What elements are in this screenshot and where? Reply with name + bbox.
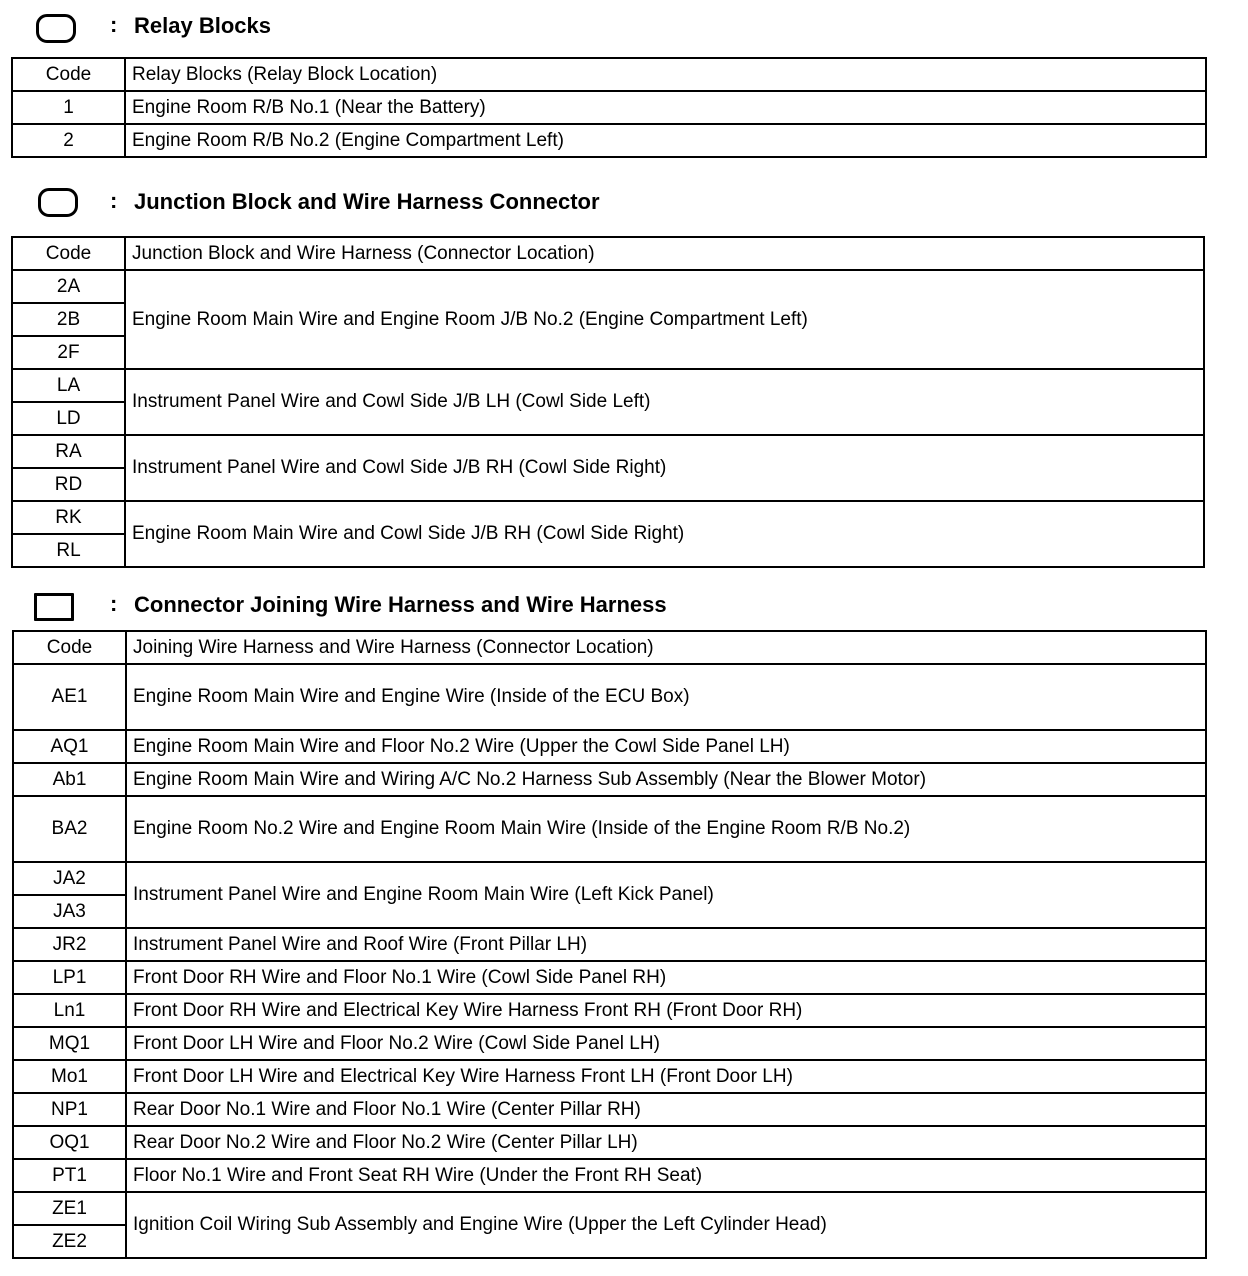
description-cell: Engine Room No.2 Wire and Engine Room Main Wire (Inside of the Engine Room R/B No.2) <box>126 796 1206 862</box>
code-cell: JA3 <box>13 895 126 928</box>
table-row <box>12 501 1204 534</box>
description-column-header: Relay Blocks (Relay Block Location) <box>125 58 1206 91</box>
description-cell: Engine Room Main Wire and Cowl Side J/B RH (Cowl Side Right) <box>125 501 1204 567</box>
description-cell: Instrument Panel Wire and Engine Room Main Wire (Left Kick Panel) <box>126 862 1206 928</box>
relay-blocks-table <box>11 57 1207 158</box>
table-row <box>12 435 1204 468</box>
code-cell: MQ1 <box>13 1027 126 1060</box>
code-cell: 2F <box>12 336 125 369</box>
relay-blocks-title: Relay Blocks <box>134 13 271 38</box>
table-row <box>13 763 1206 796</box>
description-cell: Front Door LH Wire and Electrical Key Wire Harness Front LH (Front Door LH) <box>126 1060 1206 1093</box>
table-row <box>13 862 1206 895</box>
code-cell: LD <box>12 402 125 435</box>
description-cell: Engine Room Main Wire and Wiring A/C No.2 Harness Sub Assembly (Near the Blower Motor) <box>126 763 1206 796</box>
table-row <box>12 270 1204 303</box>
code-cell: 2A <box>12 270 125 303</box>
table-row <box>12 91 1206 124</box>
description-cell: Rear Door No.2 Wire and Floor No.2 Wire (Center Pillar LH) <box>126 1126 1206 1159</box>
code-cell: RD <box>12 468 125 501</box>
code-cell: LA <box>12 369 125 402</box>
description-cell: Engine Room Main Wire and Engine Room J/B No.2 (Engine Compartment Left) <box>125 270 1204 369</box>
code-cell: RL <box>12 534 125 567</box>
description-cell: Floor No.1 Wire and Front Seat RH Wire (Under the Front RH Seat) <box>126 1159 1206 1192</box>
code-cell: Ln1 <box>13 994 126 1027</box>
table-row <box>13 1126 1206 1159</box>
code-column-header: Code <box>13 631 126 664</box>
connector-symbol-icon <box>34 593 74 621</box>
table-header-row <box>12 237 1204 270</box>
junction-block-title: Junction Block and Wire Harness Connector <box>134 189 600 214</box>
description-cell: Engine Room R/B No.2 (Engine Compartment Left) <box>125 124 1206 157</box>
code-cell: NP1 <box>13 1093 126 1126</box>
table-row <box>13 1027 1206 1060</box>
table-header-row <box>13 631 1206 664</box>
description-cell: Instrument Panel Wire and Cowl Side J/B RH (Cowl Side Right) <box>125 435 1204 501</box>
code-cell: Ab1 <box>13 763 126 796</box>
table-row <box>13 1159 1206 1192</box>
table-row <box>13 1192 1206 1225</box>
table-row <box>12 124 1206 157</box>
junction-block-symbol-icon <box>38 188 78 217</box>
description-cell: Front Door LH Wire and Floor No.2 Wire (Cowl Side Panel LH) <box>126 1027 1206 1060</box>
connector-colon: : <box>110 591 118 616</box>
code-cell: 2B <box>12 303 125 336</box>
table-row <box>13 994 1206 1027</box>
code-cell: ZE2 <box>13 1225 126 1258</box>
description-cell: Front Door RH Wire and Floor No.1 Wire (Cowl Side Panel RH) <box>126 961 1206 994</box>
code-cell: RK <box>12 501 125 534</box>
description-cell: Rear Door No.1 Wire and Floor No.1 Wire (Center Pillar RH) <box>126 1093 1206 1126</box>
code-column-header: Code <box>12 58 125 91</box>
description-cell: Instrument Panel Wire and Roof Wire (Front Pillar LH) <box>126 928 1206 961</box>
table-header-row <box>12 58 1206 91</box>
description-cell: Engine Room R/B No.1 (Near the Battery) <box>125 91 1206 124</box>
description-cell: Front Door RH Wire and Electrical Key Wire Harness Front RH (Front Door RH) <box>126 994 1206 1027</box>
table-row <box>13 796 1206 862</box>
table-row <box>13 1093 1206 1126</box>
code-cell: 1 <box>12 91 125 124</box>
description-cell: Instrument Panel Wire and Cowl Side J/B LH (Cowl Side Left) <box>125 369 1204 435</box>
code-cell: 2 <box>12 124 125 157</box>
code-cell: BA2 <box>13 796 126 862</box>
code-cell: JA2 <box>13 862 126 895</box>
code-cell: AQ1 <box>13 730 126 763</box>
junction-block-table <box>11 236 1205 568</box>
relay-blocks-colon: : <box>110 12 118 37</box>
table-row <box>13 1060 1206 1093</box>
description-cell: Engine Room Main Wire and Engine Wire (Inside of the ECU Box) <box>126 664 1206 730</box>
table-row <box>13 928 1206 961</box>
description-column-header: Junction Block and Wire Harness (Connector Location) <box>125 237 1204 270</box>
description-cell: Engine Room Main Wire and Floor No.2 Wire (Upper the Cowl Side Panel LH) <box>126 730 1206 763</box>
code-cell: PT1 <box>13 1159 126 1192</box>
description-column-header: Joining Wire Harness and Wire Harness (Connector Location) <box>126 631 1206 664</box>
connector-title: Connector Joining Wire Harness and Wire Harness <box>134 592 667 617</box>
table-row <box>13 961 1206 994</box>
description-cell: Ignition Coil Wiring Sub Assembly and Engine Wire (Upper the Left Cylinder Head) <box>126 1192 1206 1258</box>
code-cell: Mo1 <box>13 1060 126 1093</box>
table-row <box>13 664 1206 730</box>
code-cell: RA <box>12 435 125 468</box>
table-row <box>13 730 1206 763</box>
code-column-header: Code <box>12 237 125 270</box>
code-cell: ZE1 <box>13 1192 126 1225</box>
code-cell: LP1 <box>13 961 126 994</box>
code-cell: OQ1 <box>13 1126 126 1159</box>
code-cell: AE1 <box>13 664 126 730</box>
code-cell: JR2 <box>13 928 126 961</box>
table-row <box>12 369 1204 402</box>
junction-block-colon: : <box>110 188 118 213</box>
connector-table <box>12 630 1207 1259</box>
